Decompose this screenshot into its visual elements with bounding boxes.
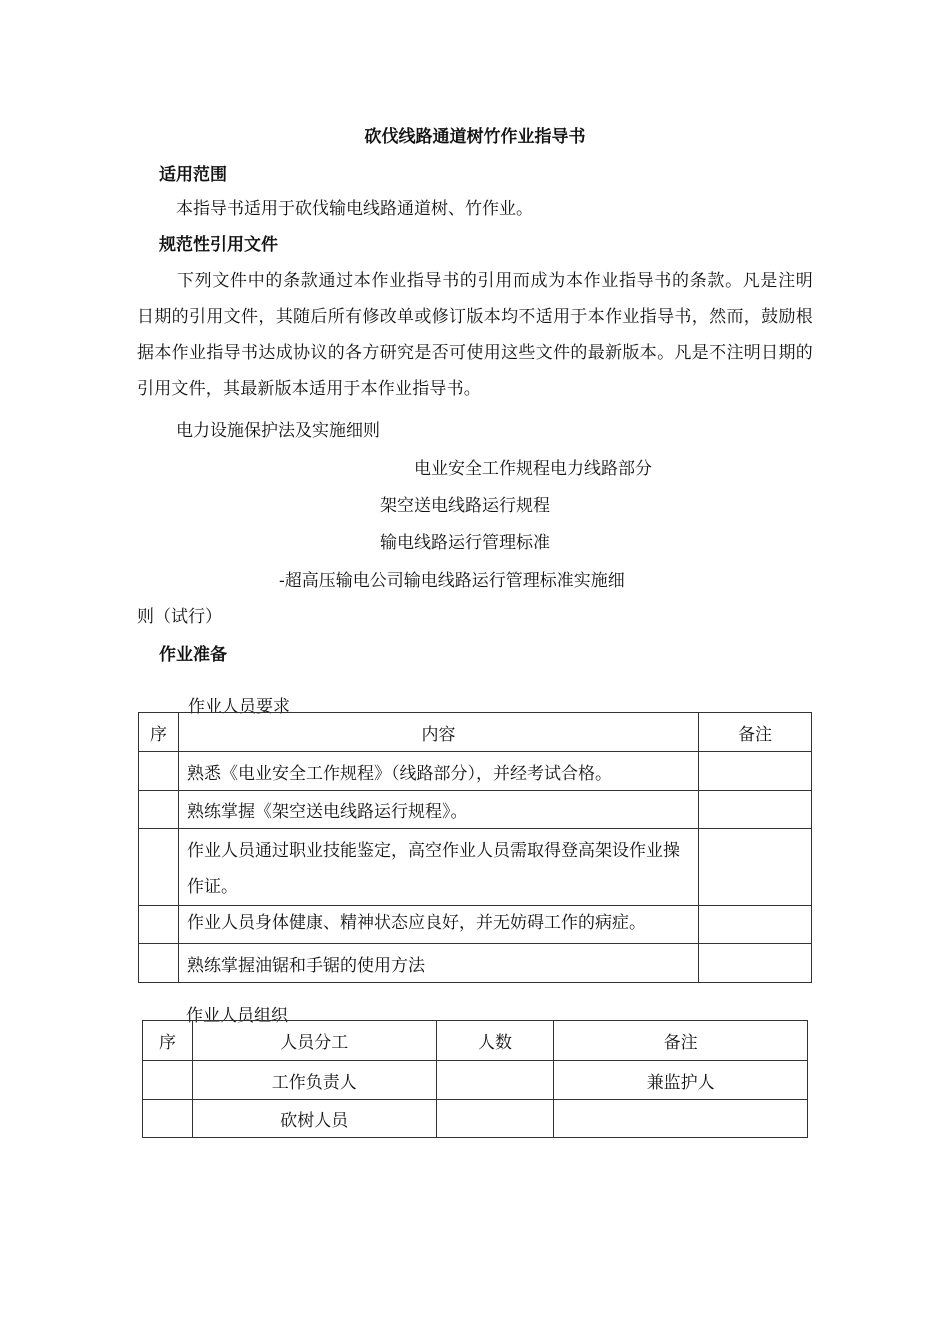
- header-role: 人员分工: [192, 1021, 436, 1061]
- document-title: 砍伐线路通道树竹作业指导书: [364, 127, 586, 147]
- scope-text: 本指导书适用于砍伐输电线路通道树、竹作业。: [176, 199, 533, 219]
- header-count: 人数: [436, 1021, 554, 1061]
- reference-item: -超高压输电公司输电线路运行管理标准实施细: [279, 571, 625, 591]
- table-row: [143, 1100, 808, 1138]
- section-heading-scope: 适用范围: [159, 165, 227, 185]
- table-header-row: [143, 1021, 808, 1061]
- references-paragraph: 下列文件中的条款通过本作业指导书的引用而成为本作业指导书的条款。凡是注明日期的引用文件，其随后所有修改单或修订版本均不适用于本作业指导书，然而，鼓励根据本作业指导书达成协议的各方研究是否可使用这些文件的最新版本。凡是不注明日期的引用文件，其最新版本适用于本作业指导书。: [137, 271, 813, 399]
- section-heading-references: 规范性引用文件: [159, 235, 278, 255]
- header-note: 备注: [554, 1021, 808, 1061]
- table-row: [143, 1061, 808, 1100]
- header-seq: 序: [143, 1021, 193, 1061]
- seq-cell: [139, 944, 179, 983]
- seq-cell: [139, 791, 179, 829]
- reference-item: 电业安全工作规程电力线路部分: [414, 459, 652, 479]
- note-cell: [699, 791, 812, 829]
- seq-cell: [139, 752, 179, 791]
- table1-caption: 作业人员要求: [188, 697, 290, 717]
- content-cell: 熟练掌握油锯和手锯的使用方法: [178, 944, 698, 983]
- reference-item: 架空送电线路运行规程: [380, 496, 550, 516]
- table-row: [139, 829, 812, 906]
- content-cell: 熟练掌握《架空送电线路运行规程》。: [178, 791, 698, 829]
- seq-cell: [143, 1100, 193, 1138]
- content-cell: 作业人员通过职业技能鉴定，高空作业人员需取得登高架设作业操作证。: [178, 829, 698, 906]
- seq-cell: [139, 829, 179, 906]
- note-cell: [699, 752, 812, 791]
- header-content: 内容: [178, 713, 698, 752]
- content-cell: 熟悉《电业安全工作规程》（线路部分），并经考试合格。: [178, 752, 698, 791]
- personnel-organization-table: [142, 1020, 808, 1138]
- note-cell: [699, 829, 812, 906]
- content-cell: [178, 906, 698, 944]
- note-cell: [699, 944, 812, 983]
- role-cell: 工作负责人: [192, 1061, 436, 1100]
- header-note: 备注: [699, 713, 812, 752]
- seq-cell: [143, 1061, 193, 1100]
- table-row: [139, 906, 812, 944]
- table-row: [139, 752, 812, 791]
- count-cell: [436, 1100, 554, 1138]
- content-cell-text: 作业人员身体健康、精神状态应良好，并无妨碍工作的病症。: [186, 913, 646, 933]
- section-heading-preparation: 作业准备: [159, 645, 227, 665]
- seq-cell: [139, 906, 179, 944]
- header-seq: 序: [139, 713, 179, 752]
- table2-caption: 作业人员组织: [186, 1006, 288, 1026]
- table-row: [139, 944, 812, 983]
- personnel-requirements-table: [138, 712, 812, 983]
- reference-item: 输电线路运行管理标准: [380, 533, 550, 553]
- note-cell: [699, 906, 812, 944]
- reference-item: 则（试行）: [137, 607, 222, 627]
- table-header-row: [139, 713, 812, 752]
- note-cell: 兼监护人: [554, 1061, 808, 1100]
- table-row: [139, 791, 812, 829]
- count-cell: [436, 1061, 554, 1100]
- reference-item: 电力设施保护法及实施细则: [176, 421, 380, 441]
- note-cell: [554, 1100, 808, 1138]
- role-cell: 砍树人员: [192, 1100, 436, 1138]
